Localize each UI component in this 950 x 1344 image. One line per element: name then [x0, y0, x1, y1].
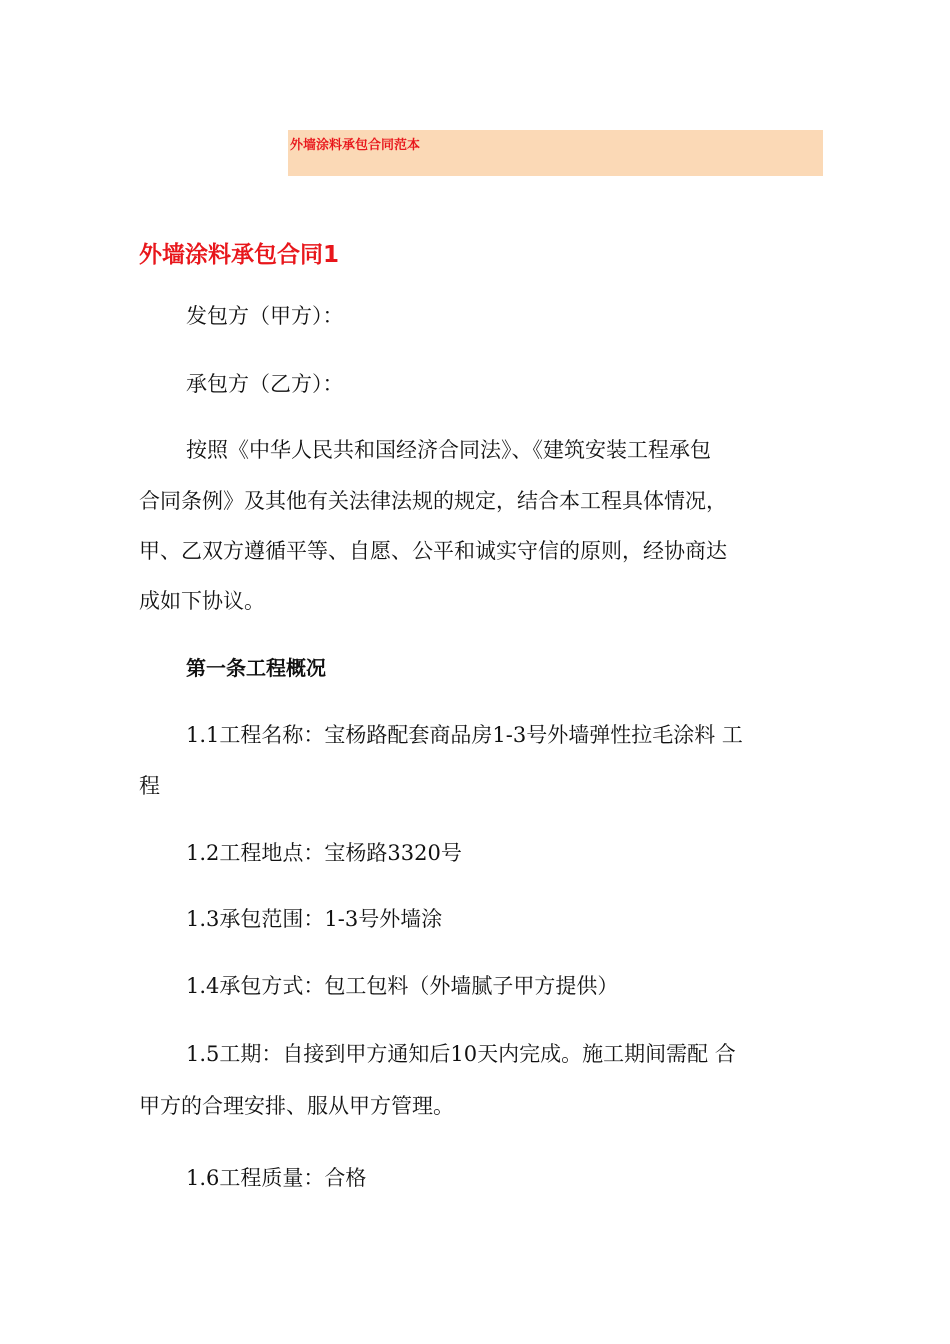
item-1-1-line-2: 程 [139, 774, 160, 798]
preamble-line-3: 甲、乙双方遵循平等、自愿、公平和诚实守信的原则，经协商达 [139, 539, 727, 563]
item-1-5-line-2: 甲方的合理安排、服从甲方管理。 [139, 1094, 454, 1118]
item-1-1-line-1: 1.1工程名称：宝杨路配套商品房1-3号外墙弹性拉毛涂料 工 [186, 723, 743, 747]
item-1-5-line-1: 1.5工期：自接到甲方通知后10天内完成。施工期间需配 合 [186, 1042, 736, 1066]
preamble-line-4: 成如下协议。 [139, 589, 265, 613]
item-1-3: 1.3承包范围：1-3号外墙涂 [186, 907, 443, 931]
section-1-heading: 第一条工程概况 [186, 656, 326, 680]
party-b-label: 承包方（乙方）： [186, 372, 344, 396]
preamble-line-1: 按照《中华人民共和国经济合同法》、《建筑安装工程承包 [186, 438, 711, 462]
header-banner-text: 外墙涂料承包合同范本 [290, 138, 421, 153]
item-1-6: 1.6工程质量：合格 [186, 1166, 367, 1190]
party-a-label: 发包方（甲方）： [186, 304, 344, 328]
item-1-2: 1.2工程地点：宝杨路3320号 [186, 841, 462, 865]
document-title: 外墙涂料承包合同1 [139, 242, 340, 268]
header-banner [288, 130, 823, 176]
preamble-line-2: 合同条例》及其他有关法律法规的规定，结合本工程具体情况， [139, 489, 727, 513]
item-1-4: 1.4承包方式：包工包料（外墙腻子甲方提供） [186, 974, 619, 998]
